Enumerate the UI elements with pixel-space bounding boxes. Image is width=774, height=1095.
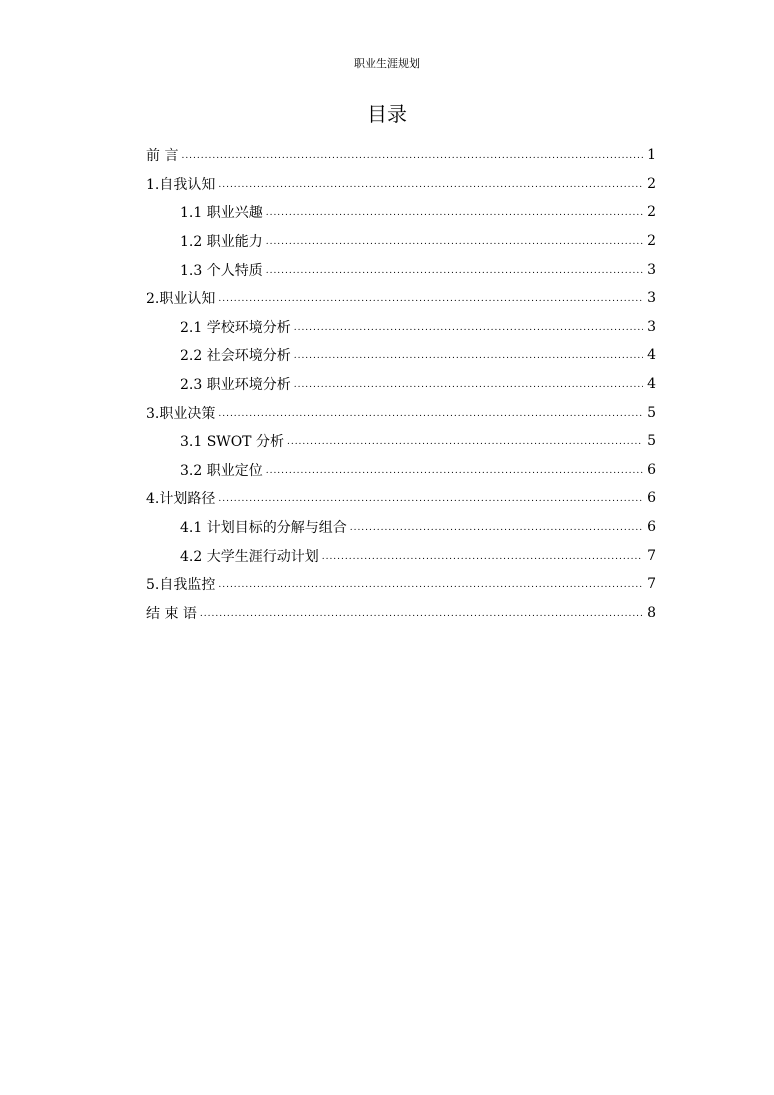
toc-entry-career-ability[interactable] bbox=[146, 227, 656, 256]
toc-entry-label: 1.自我认知 bbox=[146, 176, 216, 193]
toc-page-number: 7 bbox=[647, 547, 656, 564]
toc-dot-leader bbox=[322, 550, 643, 564]
toc-page-number: 4 bbox=[647, 376, 656, 393]
running-header: 职业生涯规划 bbox=[354, 57, 420, 70]
toc-entry-career-cognition[interactable] bbox=[146, 284, 656, 313]
toc-page-number: 2 bbox=[647, 175, 656, 192]
toc-entry-label: 3.2 职业定位 bbox=[180, 462, 263, 479]
toc-page-number: 6 bbox=[647, 519, 656, 536]
toc-entry-self-awareness[interactable] bbox=[146, 170, 656, 199]
toc-entry-personal-traits[interactable] bbox=[146, 255, 656, 284]
toc-entry-label: 1.2 职业能力 bbox=[180, 234, 263, 251]
toc-entry-career-interest[interactable] bbox=[146, 198, 656, 227]
toc-page-number: 5 bbox=[647, 404, 656, 421]
toc-entry-label: 结 束 语 bbox=[146, 605, 197, 622]
toc-dot-leader bbox=[294, 321, 643, 335]
toc-entry-label: 2.2 社会环境分析 bbox=[180, 348, 291, 365]
toc-page-number: 4 bbox=[647, 347, 656, 364]
toc-dot-leader bbox=[218, 578, 643, 592]
toc-dot-leader bbox=[266, 464, 643, 478]
toc-dot-leader bbox=[266, 206, 643, 220]
toc-entry-label: 前 言 bbox=[146, 148, 179, 165]
toc-entry-label: 5.自我监控 bbox=[146, 577, 216, 594]
toc-dot-leader bbox=[287, 435, 643, 449]
toc-entry-label: 4.2 大学生涯行动计划 bbox=[180, 548, 319, 565]
toc-page-number: 3 bbox=[647, 290, 656, 307]
toc-page-number: 6 bbox=[647, 461, 656, 478]
toc-entry-social-environment[interactable] bbox=[146, 341, 656, 370]
toc-entry-plan-path[interactable] bbox=[146, 484, 656, 513]
toc-dot-leader bbox=[218, 407, 643, 421]
toc-page-number: 3 bbox=[647, 318, 656, 335]
toc-entry-action-plan[interactable] bbox=[146, 541, 656, 570]
toc-entry-label: 4.1 计划目标的分解与组合 bbox=[180, 520, 347, 537]
toc-page-number: 3 bbox=[647, 261, 656, 278]
toc-entry-preface[interactable] bbox=[146, 141, 656, 170]
toc-entry-conclusion[interactable] bbox=[146, 599, 656, 628]
toc-entry-career-environment[interactable] bbox=[146, 370, 656, 399]
toc-entry-label: 2.3 职业环境分析 bbox=[180, 377, 291, 394]
toc-entry-label: 1.1 职业兴趣 bbox=[180, 205, 263, 222]
toc-page-number: 5 bbox=[647, 433, 656, 450]
toc-entry-swot-analysis[interactable] bbox=[146, 427, 656, 456]
table-of-contents bbox=[146, 141, 656, 627]
toc-entry-goal-decomposition[interactable] bbox=[146, 513, 656, 542]
toc-dot-leader bbox=[218, 178, 643, 192]
toc-entry-school-environment[interactable] bbox=[146, 313, 656, 342]
toc-entry-career-decision[interactable] bbox=[146, 398, 656, 427]
toc-page-number: 6 bbox=[647, 490, 656, 507]
toc-page-number: 8 bbox=[647, 604, 656, 621]
toc-page-number: 1 bbox=[647, 147, 656, 164]
toc-entry-label: 3.职业决策 bbox=[146, 405, 216, 422]
toc-entry-label: 4.计划路径 bbox=[146, 491, 216, 508]
toc-title: 目录 bbox=[367, 102, 407, 126]
toc-entry-label: 2.1 学校环境分析 bbox=[180, 319, 291, 336]
toc-dot-leader bbox=[266, 264, 643, 278]
toc-entry-self-monitoring[interactable] bbox=[146, 570, 656, 599]
toc-dot-leader bbox=[350, 521, 643, 535]
toc-entry-career-positioning[interactable] bbox=[146, 456, 656, 485]
toc-page-number: 2 bbox=[647, 204, 656, 221]
toc-entry-label: 1.3 个人特质 bbox=[180, 262, 263, 279]
toc-dot-leader bbox=[218, 292, 643, 306]
toc-page-number: 7 bbox=[647, 576, 656, 593]
toc-dot-leader bbox=[294, 349, 643, 363]
toc-dot-leader bbox=[266, 235, 643, 249]
toc-page-number: 2 bbox=[647, 233, 656, 250]
toc-dot-leader bbox=[294, 378, 643, 392]
toc-entry-label: 2.职业认知 bbox=[146, 291, 216, 308]
toc-dot-leader bbox=[200, 607, 643, 621]
toc-entry-label: 3.1 SWOT 分析 bbox=[180, 434, 284, 451]
toc-dot-leader bbox=[218, 492, 643, 506]
toc-dot-leader bbox=[181, 149, 643, 163]
